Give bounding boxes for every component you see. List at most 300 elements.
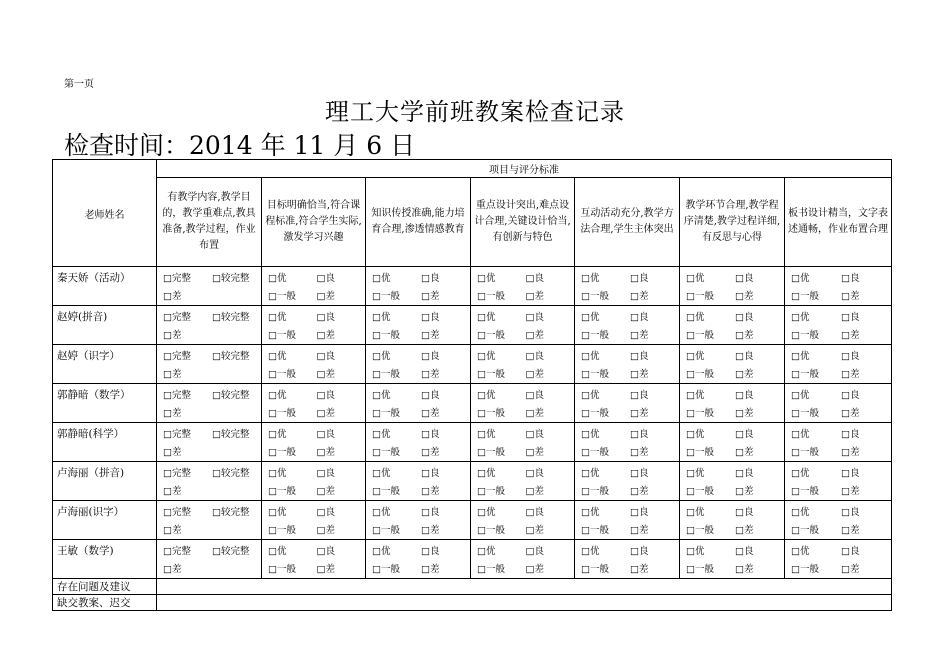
rating-option-checkbox[interactable]: □良 bbox=[316, 273, 335, 284]
rating-cell bbox=[575, 423, 680, 462]
rating-option-checkbox[interactable]: □较完整 bbox=[212, 468, 250, 479]
criteria-header-3: 知识传授准确,能力培育合理,渗透情感教育 bbox=[366, 178, 471, 267]
rating-option-checkbox[interactable]: □优 bbox=[268, 429, 287, 440]
rating-option-checkbox[interactable]: □良 bbox=[630, 390, 649, 401]
rating-option-checkbox[interactable]: □优 bbox=[791, 351, 810, 362]
rating-cell bbox=[157, 540, 262, 579]
rating-cell bbox=[785, 423, 892, 462]
rating-option-checkbox[interactable]: □优 bbox=[791, 312, 810, 323]
rating-option-checkbox[interactable]: □良 bbox=[316, 351, 335, 362]
rating-option-checkbox[interactable]: □一般 bbox=[372, 408, 400, 419]
rating-option-checkbox[interactable]: □差 bbox=[630, 369, 649, 380]
rating-option-checkbox[interactable]: □良 bbox=[316, 390, 335, 401]
rating-option-checkbox[interactable]: □差 bbox=[841, 330, 860, 341]
rating-option-checkbox[interactable]: □优 bbox=[477, 468, 496, 479]
rating-option-checkbox[interactable]: □优 bbox=[268, 390, 287, 401]
rating-option-checkbox[interactable]: □优 bbox=[268, 507, 287, 518]
rating-option-checkbox[interactable]: □差 bbox=[735, 408, 754, 419]
rating-cell bbox=[262, 501, 366, 540]
rating-option-checkbox[interactable]: □差 bbox=[163, 525, 182, 536]
rating-option-checkbox[interactable]: □差 bbox=[630, 447, 649, 458]
rating-cell bbox=[680, 384, 785, 423]
rating-option-checkbox[interactable]: □一般 bbox=[372, 447, 400, 458]
rating-option-checkbox[interactable]: □良 bbox=[735, 429, 754, 440]
rating-option-checkbox[interactable]: □差 bbox=[421, 369, 440, 380]
rating-option-checkbox[interactable]: □一般 bbox=[372, 564, 400, 575]
rating-option-checkbox[interactable]: □差 bbox=[630, 525, 649, 536]
criteria-header-row bbox=[53, 178, 892, 267]
rating-cell bbox=[471, 306, 575, 345]
rating-option-checkbox[interactable]: □良 bbox=[630, 546, 649, 557]
rating-option-checkbox[interactable]: □良 bbox=[841, 351, 860, 362]
rating-cell bbox=[366, 384, 471, 423]
rating-option-checkbox[interactable]: □良 bbox=[841, 273, 860, 284]
teacher-name: 王敏（数学) bbox=[53, 540, 157, 579]
rating-option-checkbox[interactable]: □良 bbox=[316, 312, 335, 323]
rating-option-checkbox[interactable]: □优 bbox=[581, 429, 600, 440]
table-row bbox=[53, 540, 892, 579]
rating-cell bbox=[157, 384, 262, 423]
rating-option-checkbox[interactable]: □一般 bbox=[477, 291, 505, 302]
rating-option-checkbox[interactable]: □良 bbox=[316, 546, 335, 557]
rating-option-checkbox[interactable]: □优 bbox=[686, 273, 705, 284]
rating-cell bbox=[575, 540, 680, 579]
rating-cell bbox=[262, 267, 366, 306]
rating-cell bbox=[680, 462, 785, 501]
rating-option-checkbox[interactable]: □优 bbox=[477, 273, 496, 284]
rating-option-checkbox[interactable]: □优 bbox=[477, 429, 496, 440]
rating-cell bbox=[262, 345, 366, 384]
rating-option-checkbox[interactable]: □差 bbox=[630, 330, 649, 341]
rating-option-checkbox[interactable]: □差 bbox=[421, 486, 440, 497]
rating-option-checkbox[interactable]: □一般 bbox=[268, 408, 296, 419]
rating-cell bbox=[785, 384, 892, 423]
rating-option-checkbox[interactable]: □差 bbox=[735, 486, 754, 497]
rating-option-checkbox[interactable]: □一般 bbox=[686, 564, 714, 575]
rating-option-checkbox[interactable]: □良 bbox=[421, 351, 440, 362]
criteria-header-7: 板书设计精当，文字表述通畅，作业布置合理 bbox=[785, 178, 892, 267]
rating-option-checkbox[interactable]: □良 bbox=[421, 507, 440, 518]
table-row bbox=[53, 306, 892, 345]
rating-option-checkbox[interactable]: □较完整 bbox=[212, 507, 250, 518]
rating-option-checkbox[interactable]: □差 bbox=[163, 408, 182, 419]
rating-option-checkbox[interactable]: □一般 bbox=[686, 525, 714, 536]
page-title: 理工大学前班教案检查记录 bbox=[325, 98, 625, 126]
rating-cell bbox=[471, 384, 575, 423]
rating-option-checkbox[interactable]: □优 bbox=[268, 351, 287, 362]
rating-option-checkbox[interactable]: □较完整 bbox=[212, 390, 250, 401]
rating-option-checkbox[interactable]: □良 bbox=[316, 507, 335, 518]
rating-cell bbox=[366, 501, 471, 540]
rating-option-checkbox[interactable]: □一般 bbox=[268, 525, 296, 536]
rating-option-checkbox[interactable]: □一般 bbox=[581, 525, 609, 536]
rating-option-checkbox[interactable]: □优 bbox=[686, 507, 705, 518]
rating-option-checkbox[interactable]: □一般 bbox=[372, 330, 400, 341]
rating-option-checkbox[interactable]: □优 bbox=[372, 546, 391, 557]
rating-cell bbox=[262, 462, 366, 501]
rating-option-checkbox[interactable]: □差 bbox=[421, 564, 440, 575]
rating-cell bbox=[680, 306, 785, 345]
rating-option-checkbox[interactable]: □一般 bbox=[581, 408, 609, 419]
rating-option-checkbox[interactable]: □优 bbox=[791, 507, 810, 518]
criteria-header-1: 有教学内容,教学目的，教学重难点,教具准备,教学过程，作业布置 bbox=[157, 178, 262, 267]
rating-option-checkbox[interactable]: □优 bbox=[268, 273, 287, 284]
rating-option-checkbox[interactable]: □良 bbox=[525, 546, 544, 557]
rating-option-checkbox[interactable]: □差 bbox=[525, 447, 544, 458]
criteria-header-5: 互动活动充分,教学方法合理,学生主体突出 bbox=[575, 178, 680, 267]
rating-option-checkbox[interactable]: □差 bbox=[630, 486, 649, 497]
rating-option-checkbox[interactable]: □一般 bbox=[686, 408, 714, 419]
rating-cell bbox=[366, 345, 471, 384]
table-row bbox=[53, 345, 892, 384]
rating-option-checkbox[interactable]: □良 bbox=[735, 390, 754, 401]
rating-option-checkbox[interactable]: □一般 bbox=[791, 330, 819, 341]
rating-cell bbox=[575, 345, 680, 384]
teacher-name: 秦天娇（活动） bbox=[53, 267, 157, 306]
rating-cell bbox=[157, 462, 262, 501]
rating-option-checkbox[interactable]: □差 bbox=[630, 564, 649, 575]
rating-cell bbox=[471, 501, 575, 540]
rating-cell bbox=[471, 267, 575, 306]
rating-option-checkbox[interactable]: □优 bbox=[581, 351, 600, 362]
rating-option-checkbox[interactable]: □良 bbox=[735, 312, 754, 323]
rating-option-checkbox[interactable]: □优 bbox=[581, 546, 600, 557]
table-row bbox=[53, 423, 892, 462]
rating-option-checkbox[interactable]: □一般 bbox=[686, 486, 714, 497]
rating-option-checkbox[interactable]: □优 bbox=[791, 273, 810, 284]
rating-option-checkbox[interactable]: □优 bbox=[372, 468, 391, 479]
rating-option-checkbox[interactable]: □差 bbox=[163, 369, 182, 380]
rating-option-checkbox[interactable]: □良 bbox=[630, 273, 649, 284]
rating-option-checkbox[interactable]: □良 bbox=[421, 468, 440, 479]
rating-option-checkbox[interactable]: □一般 bbox=[372, 486, 400, 497]
rating-cell bbox=[262, 423, 366, 462]
rating-cell bbox=[575, 306, 680, 345]
rating-option-checkbox[interactable]: □一般 bbox=[686, 330, 714, 341]
rating-option-checkbox[interactable]: □一般 bbox=[686, 447, 714, 458]
teacher-name: 卢海丽(识字） bbox=[53, 501, 157, 540]
teacher-name: 赵婷（识字） bbox=[53, 345, 157, 384]
rating-option-checkbox[interactable]: □一般 bbox=[477, 525, 505, 536]
rating-option-checkbox[interactable]: □良 bbox=[735, 468, 754, 479]
rating-option-checkbox[interactable]: □良 bbox=[735, 351, 754, 362]
rating-cell bbox=[262, 384, 366, 423]
rating-option-checkbox[interactable]: □差 bbox=[525, 564, 544, 575]
rating-option-checkbox[interactable]: □一般 bbox=[791, 291, 819, 302]
rating-cell bbox=[575, 267, 680, 306]
rating-cell bbox=[785, 501, 892, 540]
rating-option-checkbox[interactable]: □优 bbox=[477, 390, 496, 401]
rating-option-checkbox[interactable]: □完整 bbox=[163, 507, 191, 518]
rating-option-checkbox[interactable]: □良 bbox=[316, 429, 335, 440]
rating-option-checkbox[interactable]: □优 bbox=[477, 312, 496, 323]
rating-option-checkbox[interactable]: □一般 bbox=[791, 564, 819, 575]
rating-cell bbox=[262, 306, 366, 345]
rating-option-checkbox[interactable]: □较完整 bbox=[212, 312, 250, 323]
criteria-group-header: 项目与评分标准 bbox=[157, 160, 892, 178]
rating-cell bbox=[680, 345, 785, 384]
rating-option-checkbox[interactable]: □优 bbox=[581, 507, 600, 518]
inspection-date: 检查时间：2014 年 11 月 6 日 bbox=[64, 131, 416, 160]
rating-option-checkbox[interactable]: □差 bbox=[421, 330, 440, 341]
rating-option-checkbox[interactable]: □优 bbox=[581, 390, 600, 401]
rating-option-checkbox[interactable]: □优 bbox=[791, 390, 810, 401]
rating-option-checkbox[interactable]: □差 bbox=[316, 369, 335, 380]
rating-option-checkbox[interactable]: □良 bbox=[525, 429, 544, 440]
rating-option-checkbox[interactable]: □一般 bbox=[581, 291, 609, 302]
rating-option-checkbox[interactable]: □优 bbox=[791, 429, 810, 440]
rating-option-checkbox[interactable]: □优 bbox=[268, 468, 287, 479]
rating-option-checkbox[interactable]: □良 bbox=[525, 351, 544, 362]
rating-option-checkbox[interactable]: □一般 bbox=[372, 369, 400, 380]
rating-option-checkbox[interactable]: □一般 bbox=[791, 447, 819, 458]
rating-option-checkbox[interactable]: □优 bbox=[372, 390, 391, 401]
rating-option-checkbox[interactable]: □差 bbox=[841, 291, 860, 302]
rating-cell bbox=[575, 501, 680, 540]
rating-option-checkbox[interactable]: □良 bbox=[421, 390, 440, 401]
rating-option-checkbox[interactable]: □优 bbox=[268, 546, 287, 557]
rating-option-checkbox[interactable]: □优 bbox=[268, 312, 287, 323]
rating-option-checkbox[interactable]: □较完整 bbox=[212, 351, 250, 362]
criteria-header-6: 教学环节合理,教学程序清楚,教学过程详细,有反思与心得 bbox=[680, 178, 785, 267]
footer-row bbox=[53, 595, 892, 611]
rating-option-checkbox[interactable]: □优 bbox=[581, 273, 600, 284]
rating-option-checkbox[interactable]: □较完整 bbox=[212, 273, 250, 284]
rating-option-checkbox[interactable]: □良 bbox=[630, 312, 649, 323]
rating-option-checkbox[interactable]: □差 bbox=[316, 486, 335, 497]
rating-option-checkbox[interactable]: □差 bbox=[735, 564, 754, 575]
rating-option-checkbox[interactable]: □良 bbox=[735, 273, 754, 284]
rating-option-checkbox[interactable]: □差 bbox=[525, 486, 544, 497]
rating-option-checkbox[interactable]: □差 bbox=[421, 291, 440, 302]
rating-option-checkbox[interactable]: □差 bbox=[316, 408, 335, 419]
rating-cell bbox=[785, 540, 892, 579]
rating-cell bbox=[785, 306, 892, 345]
rating-option-checkbox[interactable]: □优 bbox=[372, 351, 391, 362]
rating-option-checkbox[interactable]: □差 bbox=[735, 291, 754, 302]
table-row bbox=[53, 267, 892, 306]
rating-cell bbox=[366, 462, 471, 501]
rating-cell bbox=[471, 540, 575, 579]
rating-cell bbox=[680, 501, 785, 540]
rating-option-checkbox[interactable]: □一般 bbox=[581, 447, 609, 458]
rating-option-checkbox[interactable]: □良 bbox=[525, 273, 544, 284]
teacher-name: 赵婷(拼音) bbox=[53, 306, 157, 345]
rating-option-checkbox[interactable]: □较完整 bbox=[212, 546, 250, 557]
rating-option-checkbox[interactable]: □良 bbox=[525, 312, 544, 323]
rating-cell bbox=[785, 345, 892, 384]
rating-option-checkbox[interactable]: □完整 bbox=[163, 546, 191, 557]
rating-option-checkbox[interactable]: □一般 bbox=[791, 408, 819, 419]
rating-option-checkbox[interactable]: □优 bbox=[477, 507, 496, 518]
rating-option-checkbox[interactable]: □差 bbox=[841, 408, 860, 419]
rating-option-checkbox[interactable]: □一般 bbox=[477, 447, 505, 458]
rating-option-checkbox[interactable]: □优 bbox=[686, 429, 705, 440]
rating-option-checkbox[interactable]: □完整 bbox=[163, 468, 191, 479]
rating-option-checkbox[interactable]: □优 bbox=[581, 468, 600, 479]
rating-cell bbox=[471, 423, 575, 462]
rating-option-checkbox[interactable]: □差 bbox=[735, 447, 754, 458]
rating-option-checkbox[interactable]: □差 bbox=[841, 486, 860, 497]
rating-option-checkbox[interactable]: □良 bbox=[630, 468, 649, 479]
rating-option-checkbox[interactable]: □一般 bbox=[791, 525, 819, 536]
rating-option-checkbox[interactable]: □优 bbox=[791, 546, 810, 557]
rating-option-checkbox[interactable]: □差 bbox=[421, 447, 440, 458]
rating-cell bbox=[262, 540, 366, 579]
rating-option-checkbox[interactable]: □差 bbox=[316, 291, 335, 302]
rating-option-checkbox[interactable]: □优 bbox=[477, 546, 496, 557]
rating-cell bbox=[680, 423, 785, 462]
table-row bbox=[53, 501, 892, 540]
footer-row bbox=[53, 579, 892, 595]
rating-option-checkbox[interactable]: □差 bbox=[421, 408, 440, 419]
table-row bbox=[53, 462, 892, 501]
rating-option-checkbox[interactable]: □差 bbox=[525, 525, 544, 536]
rating-option-checkbox[interactable]: □差 bbox=[163, 330, 182, 341]
footer-row-label: 存在问题及建议 bbox=[53, 579, 157, 595]
rating-option-checkbox[interactable]: □差 bbox=[163, 486, 182, 497]
rating-option-checkbox[interactable]: □优 bbox=[686, 351, 705, 362]
rating-cell bbox=[157, 267, 262, 306]
rating-option-checkbox[interactable]: □良 bbox=[525, 390, 544, 401]
rating-cell bbox=[366, 267, 471, 306]
rating-option-checkbox[interactable]: □完整 bbox=[163, 312, 191, 323]
rating-option-checkbox[interactable]: □差 bbox=[163, 447, 182, 458]
rating-option-checkbox[interactable]: □良 bbox=[421, 312, 440, 323]
rating-option-checkbox[interactable]: □差 bbox=[316, 330, 335, 341]
rating-option-checkbox[interactable]: □差 bbox=[841, 525, 860, 536]
rating-option-checkbox[interactable]: □一般 bbox=[268, 369, 296, 380]
rating-option-checkbox[interactable]: □良 bbox=[735, 546, 754, 557]
rating-option-checkbox[interactable]: □一般 bbox=[581, 486, 609, 497]
rating-option-checkbox[interactable]: □优 bbox=[372, 273, 391, 284]
rating-option-checkbox[interactable]: □良 bbox=[630, 507, 649, 518]
rating-option-checkbox[interactable]: □一般 bbox=[581, 330, 609, 341]
rating-option-checkbox[interactable]: □差 bbox=[421, 525, 440, 536]
rating-option-checkbox[interactable]: □良 bbox=[316, 468, 335, 479]
rating-option-checkbox[interactable]: □差 bbox=[525, 408, 544, 419]
rating-option-checkbox[interactable]: □一般 bbox=[686, 369, 714, 380]
table-body bbox=[53, 267, 892, 611]
teacher-name: 郭静暗(科学） bbox=[53, 423, 157, 462]
criteria-header-4: 重点设计突出,难点设计合理,关键设计恰当,有创新与特色 bbox=[471, 178, 575, 267]
rating-option-checkbox[interactable]: □优 bbox=[686, 546, 705, 557]
rating-cell bbox=[366, 423, 471, 462]
rating-option-checkbox[interactable]: □一般 bbox=[268, 486, 296, 497]
rating-option-checkbox[interactable]: □良 bbox=[841, 312, 860, 323]
rating-cell bbox=[157, 423, 262, 462]
rating-option-checkbox[interactable]: □一般 bbox=[477, 408, 505, 419]
rating-option-checkbox[interactable]: □一般 bbox=[477, 564, 505, 575]
rating-option-checkbox[interactable]: □良 bbox=[841, 390, 860, 401]
rating-option-checkbox[interactable]: □优 bbox=[372, 507, 391, 518]
rating-option-checkbox[interactable]: □一般 bbox=[477, 369, 505, 380]
rating-option-checkbox[interactable]: □一般 bbox=[791, 369, 819, 380]
rating-option-checkbox[interactable]: □差 bbox=[630, 291, 649, 302]
rating-option-checkbox[interactable]: □差 bbox=[630, 408, 649, 419]
rating-option-checkbox[interactable]: □良 bbox=[630, 351, 649, 362]
rating-option-checkbox[interactable]: □优 bbox=[477, 351, 496, 362]
rating-option-checkbox[interactable]: □差 bbox=[316, 525, 335, 536]
rating-cell bbox=[471, 462, 575, 501]
rating-option-checkbox[interactable]: □优 bbox=[686, 390, 705, 401]
rating-option-checkbox[interactable]: □差 bbox=[525, 330, 544, 341]
rating-option-checkbox[interactable]: □差 bbox=[841, 447, 860, 458]
rating-option-checkbox[interactable]: □一般 bbox=[686, 291, 714, 302]
rating-option-checkbox[interactable]: □一般 bbox=[268, 564, 296, 575]
rating-option-checkbox[interactable]: □一般 bbox=[581, 564, 609, 575]
rating-cell bbox=[785, 462, 892, 501]
rating-option-checkbox[interactable]: □差 bbox=[316, 447, 335, 458]
footer-row-input[interactable] bbox=[157, 595, 892, 611]
rating-option-checkbox[interactable]: □差 bbox=[316, 564, 335, 575]
rating-option-checkbox[interactable]: □差 bbox=[525, 291, 544, 302]
rating-option-checkbox[interactable]: □完整 bbox=[163, 351, 191, 362]
rating-option-checkbox[interactable]: □差 bbox=[525, 369, 544, 380]
rating-option-checkbox[interactable]: □良 bbox=[841, 429, 860, 440]
rating-cell bbox=[157, 345, 262, 384]
rating-option-checkbox[interactable]: □优 bbox=[791, 468, 810, 479]
rating-option-checkbox[interactable]: □差 bbox=[841, 369, 860, 380]
rating-option-checkbox[interactable]: □差 bbox=[735, 525, 754, 536]
rating-option-checkbox[interactable]: □差 bbox=[163, 564, 182, 575]
rating-option-checkbox[interactable]: □一般 bbox=[268, 330, 296, 341]
teacher-name: 卢海丽（拼音) bbox=[53, 462, 157, 501]
rating-option-checkbox[interactable]: □一般 bbox=[268, 291, 296, 302]
rating-option-checkbox[interactable]: □一般 bbox=[581, 369, 609, 380]
rating-option-checkbox[interactable]: □优 bbox=[581, 312, 600, 323]
rating-cell bbox=[575, 462, 680, 501]
rating-option-checkbox[interactable]: □良 bbox=[421, 273, 440, 284]
rating-option-checkbox[interactable]: □优 bbox=[372, 429, 391, 440]
inspection-table bbox=[52, 159, 892, 611]
rating-option-checkbox[interactable]: □良 bbox=[525, 468, 544, 479]
rating-option-checkbox[interactable]: □完整 bbox=[163, 273, 191, 284]
rating-option-checkbox[interactable]: □优 bbox=[372, 312, 391, 323]
rating-option-checkbox[interactable]: □完整 bbox=[163, 390, 191, 401]
rating-option-checkbox[interactable]: □良 bbox=[735, 507, 754, 518]
rating-option-checkbox[interactable]: □一般 bbox=[372, 525, 400, 536]
rating-option-checkbox[interactable]: □差 bbox=[841, 564, 860, 575]
rating-option-checkbox[interactable]: □一般 bbox=[791, 486, 819, 497]
rating-option-checkbox[interactable]: □良 bbox=[525, 507, 544, 518]
teacher-name: 郭静暗（数学） bbox=[53, 384, 157, 423]
rating-option-checkbox[interactable]: □差 bbox=[735, 369, 754, 380]
rating-option-checkbox[interactable]: □良 bbox=[841, 546, 860, 557]
rating-option-checkbox[interactable]: □良 bbox=[630, 429, 649, 440]
teacher-name-header: 老师姓名 bbox=[53, 160, 157, 267]
rating-option-checkbox[interactable]: □优 bbox=[686, 312, 705, 323]
rating-option-checkbox[interactable]: □一般 bbox=[477, 330, 505, 341]
rating-option-checkbox[interactable]: □良 bbox=[421, 546, 440, 557]
rating-option-checkbox[interactable]: □良 bbox=[841, 507, 860, 518]
rating-option-checkbox[interactable]: □一般 bbox=[477, 486, 505, 497]
rating-cell bbox=[471, 345, 575, 384]
rating-option-checkbox[interactable]: □良 bbox=[841, 468, 860, 479]
rating-option-checkbox[interactable]: □差 bbox=[163, 291, 182, 302]
rating-option-checkbox[interactable]: □良 bbox=[421, 429, 440, 440]
rating-option-checkbox[interactable]: □差 bbox=[735, 330, 754, 341]
footer-row-input[interactable] bbox=[157, 579, 892, 595]
rating-option-checkbox[interactable]: □一般 bbox=[372, 291, 400, 302]
rating-option-checkbox[interactable]: □完整 bbox=[163, 429, 191, 440]
rating-cell bbox=[157, 501, 262, 540]
rating-option-checkbox[interactable]: □较完整 bbox=[212, 429, 250, 440]
rating-option-checkbox[interactable]: □一般 bbox=[268, 447, 296, 458]
rating-option-checkbox[interactable]: □优 bbox=[686, 468, 705, 479]
rating-cell bbox=[785, 267, 892, 306]
rating-cell bbox=[366, 540, 471, 579]
